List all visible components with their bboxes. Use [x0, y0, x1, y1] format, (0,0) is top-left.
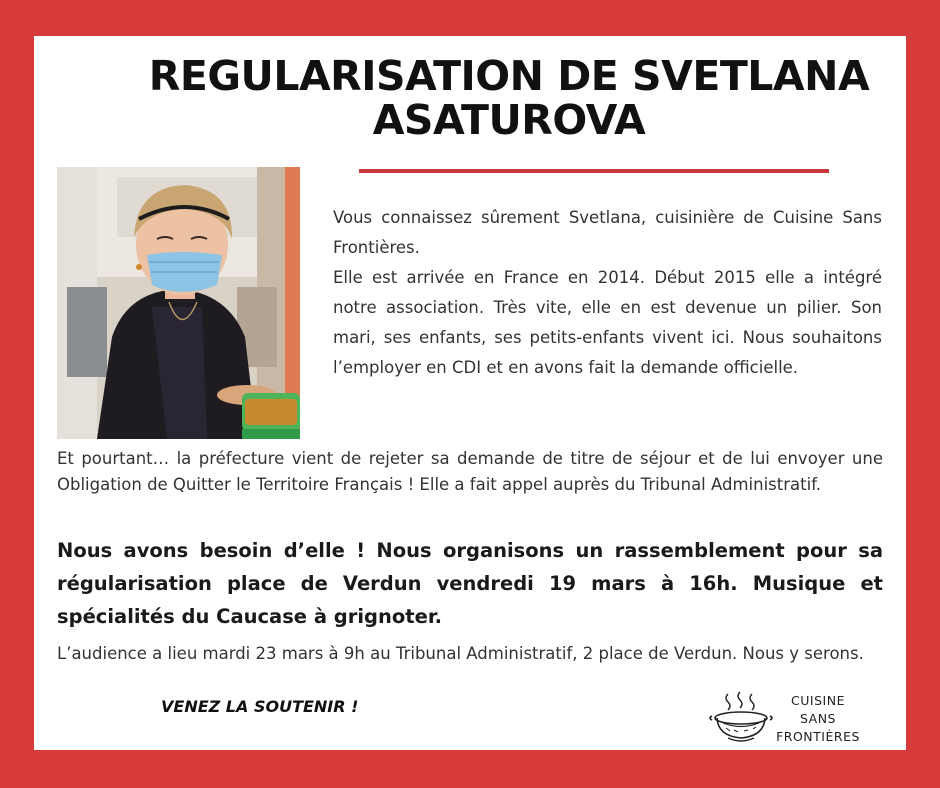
poster-card	[34, 36, 906, 750]
logo-line-1: CUISINE	[791, 693, 845, 708]
logo-line-2: SANS	[799, 711, 836, 726]
prefecture-paragraph: Et pourtant… la préfecture vient de rejeter sa demande de titre de séjour et de lui envoyer une Obligation de Quitter le Territoire Français ! Elle a fait appel auprès du Tribunal Administratif.	[57, 449, 883, 494]
title-divider	[359, 169, 829, 173]
intro-line-1: Vous connaissez sûrement Svetlana, cuisinière de Cuisine Sans Frontières.	[333, 208, 882, 257]
kitchen-photo-illustration	[57, 167, 300, 439]
svetlana-photo	[57, 167, 300, 439]
logo-wordmark	[768, 692, 868, 746]
hearing-paragraph: L’audience a lieu mardi 23 mars à 9h au Tribunal Administratif, 2 place de Verdun. Nous y serons.	[57, 644, 864, 663]
poster-title: REGULARISATION DE SVETLANA ASATUROVA	[148, 52, 870, 144]
cuisine-sans-frontieres-logo	[708, 686, 868, 748]
rally-announcement: Nous avons besoin d’elle ! Nous organisons un rassemblement pour sa régularisation place de Verdun vendredi 19 mars à 16h. Musique et spécialités du Caucase à grignoter.	[57, 539, 883, 628]
intro-line-2: Elle est arrivée en France en 2014. Début 2015 elle a intégré notre association. Très vite, elle en est devenue un pilier. Son mari, ses enfants, ses petits-enfants vivent ici. Nous souhaitons l’employer en CDI et en avons fait la demande officielle.	[333, 268, 882, 377]
call-to-action: VENEZ LA SOUTENIR !	[161, 697, 359, 716]
logo-line-3: FRONTIÈRES	[776, 729, 860, 744]
intro-text	[333, 203, 882, 383]
